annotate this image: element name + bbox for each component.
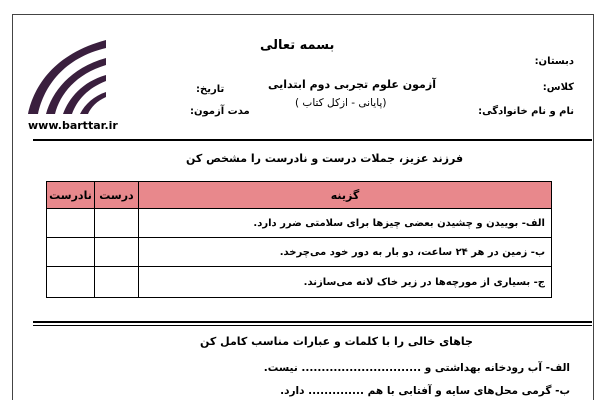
- header-divider: [33, 139, 592, 141]
- question-text: ب- زمین در هر ۲۴ ساعت، دو بار به دور خود می‌چرخد.: [139, 238, 552, 267]
- answer-false-cell[interactable]: [47, 238, 95, 267]
- true-false-table: [46, 181, 552, 298]
- website-url: www.barttar.ir: [28, 119, 118, 132]
- column-option-header: گزینه: [139, 182, 552, 209]
- section1-instruction: فرزند عزیز، جملات درست و نادرست را مشخص کن: [186, 152, 464, 165]
- fill-blank-item: ب- گرمی محل‌های سایه و آفتابی با هم .............. دارد.: [280, 385, 570, 397]
- fill-blank-item: الف- آب رودخانه بهداشتی و .............................. نیست.: [263, 362, 570, 374]
- column-true-header: درست: [95, 182, 139, 209]
- barttar-logo-icon: [24, 34, 108, 118]
- school-label: دبستان:: [534, 56, 574, 67]
- answer-false-cell[interactable]: [47, 267, 95, 298]
- class-label: کلاس:: [542, 82, 574, 93]
- frame-right-border: [593, 14, 594, 400]
- answer-true-cell[interactable]: [95, 238, 139, 267]
- frame-left-border: [12, 14, 13, 400]
- name-label: نام و نام خانوادگی:: [478, 106, 574, 117]
- table-row: [47, 209, 552, 238]
- duration-label: مدت آزمون:: [190, 106, 250, 117]
- date-label: تاریخ:: [196, 84, 225, 95]
- section2-instruction: جاهای خالی را با کلمات و عبارات مناسب کامل کن: [200, 335, 473, 348]
- answer-true-cell[interactable]: [95, 209, 139, 238]
- column-false-header: نادرست: [47, 182, 95, 209]
- answer-true-cell[interactable]: [95, 267, 139, 298]
- section-divider-thin: [33, 325, 592, 326]
- page-title: بسمه تعالی: [260, 38, 335, 53]
- table-row: [47, 238, 552, 267]
- table-header-row: [47, 182, 552, 209]
- section-divider-thick: [33, 321, 592, 323]
- exam-title: آزمون علوم تجربی دوم ابتدایی: [268, 78, 436, 91]
- question-text: الف- بوییدن و چشیدن بعضی چیزها برای سلامتی ضرر دارد.: [139, 209, 552, 238]
- exam-subtitle: (پایانی - ازکل کتاب ): [295, 97, 387, 109]
- table-row: [47, 267, 552, 298]
- answer-false-cell[interactable]: [47, 209, 95, 238]
- frame-top-border: [12, 14, 594, 15]
- question-text: ج- بسیاری از مورچه‌ها در زیر خاک لانه می‌سازند.: [139, 267, 552, 298]
